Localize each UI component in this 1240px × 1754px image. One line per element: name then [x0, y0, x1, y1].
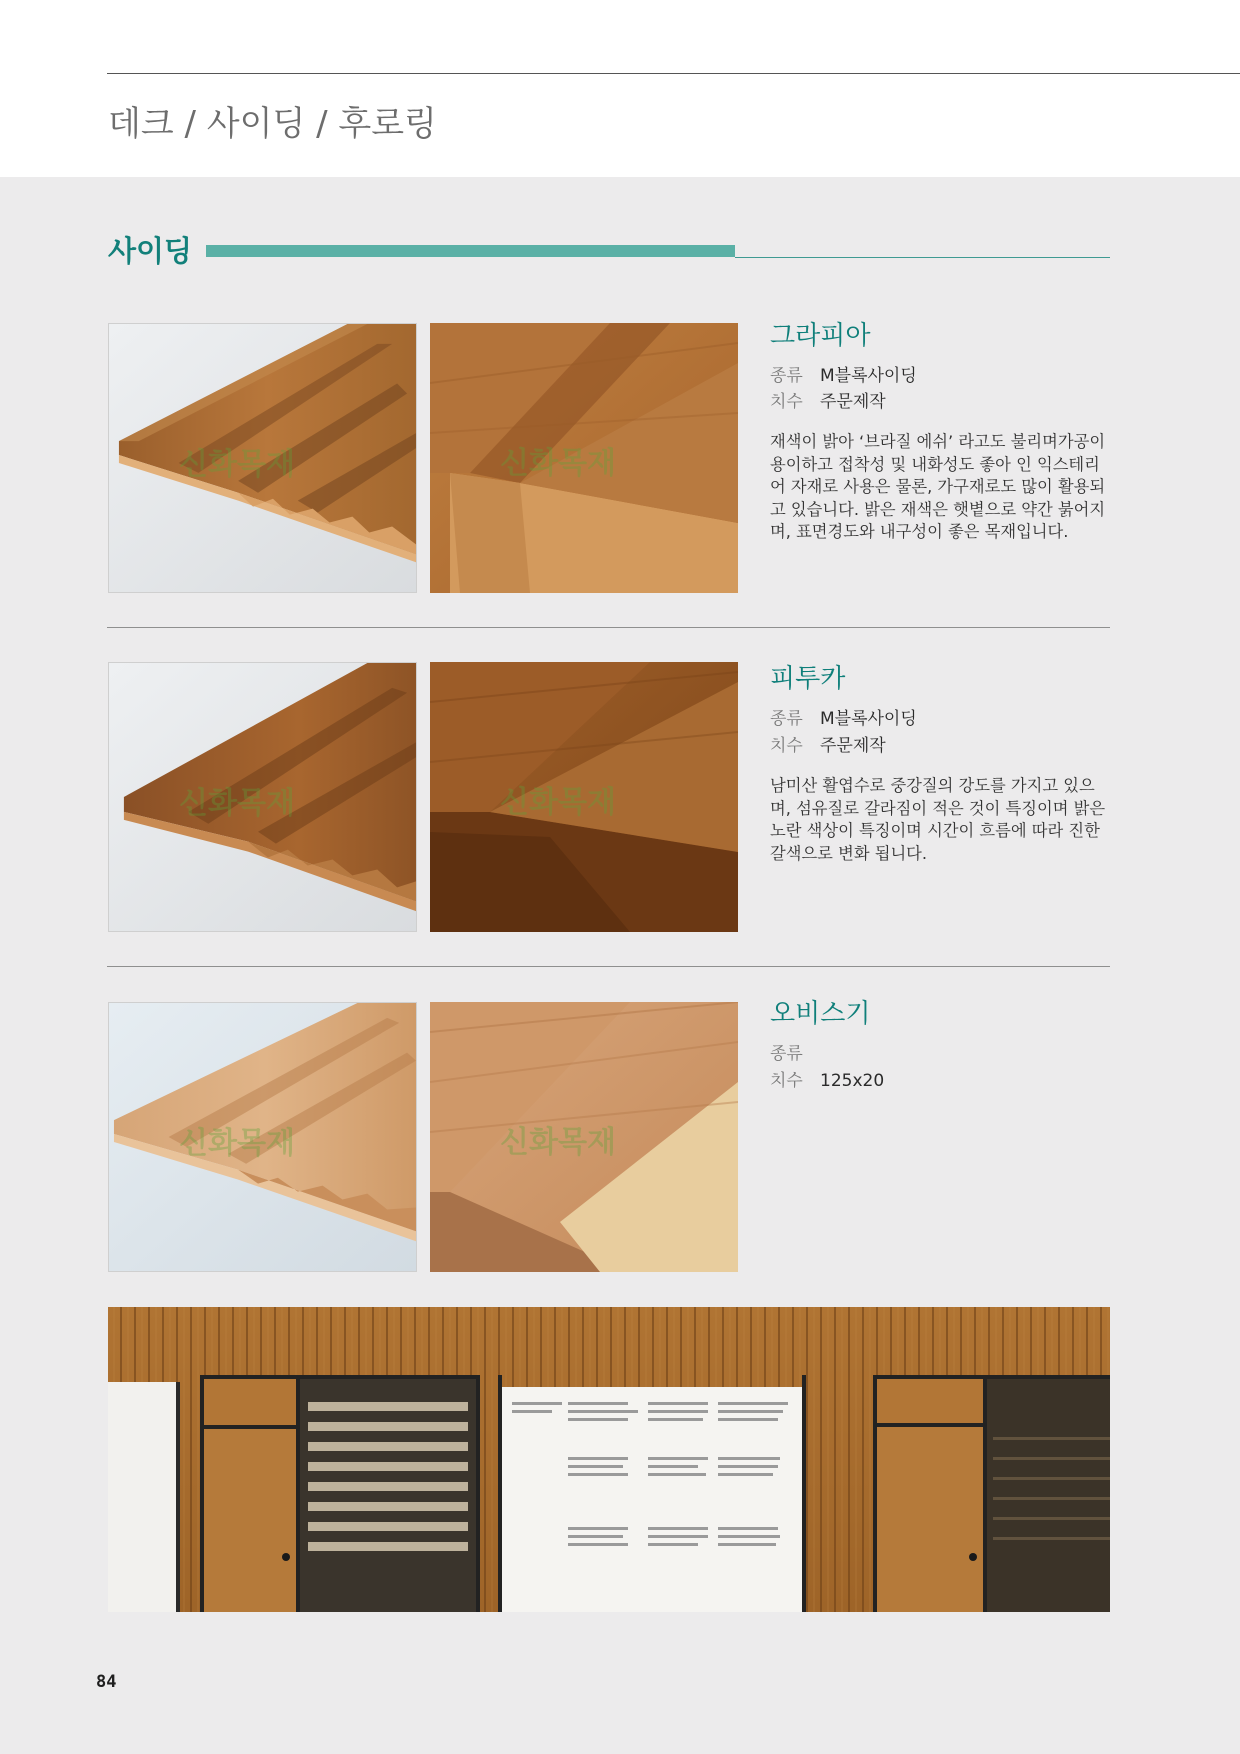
product-name: 오비스기: [770, 999, 871, 1029]
watermark-logo: 신화목재: [500, 1125, 616, 1160]
spec-size-label: 치수: [770, 736, 803, 756]
watermark-logo: 신화목재: [500, 446, 616, 481]
spec-type-label: 종류: [770, 366, 803, 386]
product-description: 남미산 활엽수로 중강질의 강도를 가지고 있으며, 섬유질로 갈라짐이 적은 것이 특징이며 밝은 노란 색상이 특징이며 시간이 흐름에 따라 진한 갈색으로 변화 됩니다.: [770, 776, 1106, 863]
product-name: 그라피아: [770, 321, 871, 351]
product-photo-closeup: [430, 1002, 738, 1272]
spec-size-value: 주문제작: [820, 736, 886, 756]
spec-size-row: [770, 1066, 884, 1091]
product-photo-closeup: [430, 662, 738, 932]
header-band: [0, 0, 1240, 177]
section-title: 사이딩: [108, 234, 193, 268]
product-divider: [107, 966, 1110, 967]
watermark-logo: 신화목재: [179, 786, 295, 821]
spec-type-row: [770, 1039, 820, 1064]
building-facade-photo: [108, 1307, 1110, 1612]
spec-type-label: 종류: [770, 1044, 803, 1064]
product-description: 재색이 밝아 ‘브라질 에쉬’ 라고도 불리며가공이 용이하고 접착성 및 내화성도 좋아 인 익스테리어 자재로 사용은 물론, 가구재로도 많이 활용되고 있습니다. 밝은 재색은 햇볕으로 약간 붉어지며, 표면경도와 내구성이 좋은 목재입니다.: [770, 432, 1106, 542]
product-photo-angle: [108, 323, 417, 593]
spec-type-value: M블록사이딩: [820, 709, 917, 729]
product-photo-angle: [108, 662, 417, 932]
header-rule: [107, 73, 1240, 74]
spec-size-value: 주문제작: [820, 392, 886, 412]
spec-size-row: [770, 731, 886, 756]
section-accent-bar: [206, 245, 735, 257]
spec-size-value: 125x20: [820, 1071, 885, 1091]
product-divider: [107, 627, 1110, 628]
spec-type-row: [770, 361, 917, 386]
product-name: 피투카: [770, 664, 846, 694]
product-photo-angle: [108, 1002, 417, 1272]
watermark-logo: 신화목재: [500, 785, 616, 820]
section-accent-line: [735, 257, 1110, 258]
spec-type-label: 종류: [770, 709, 803, 729]
spec-size-label: 치수: [770, 1071, 803, 1091]
watermark-logo: 신화목재: [179, 447, 295, 482]
spec-size-row: [770, 387, 886, 412]
watermark-logo: 신화목재: [179, 1126, 295, 1161]
breadcrumb: 데크 / 사이딩 / 후로링: [108, 104, 437, 144]
spec-size-label: 치수: [770, 392, 803, 412]
spec-type-row: [770, 704, 917, 729]
page-number: 84: [96, 1672, 117, 1692]
spec-type-value: M블록사이딩: [820, 366, 917, 386]
product-photo-closeup: [430, 323, 738, 593]
